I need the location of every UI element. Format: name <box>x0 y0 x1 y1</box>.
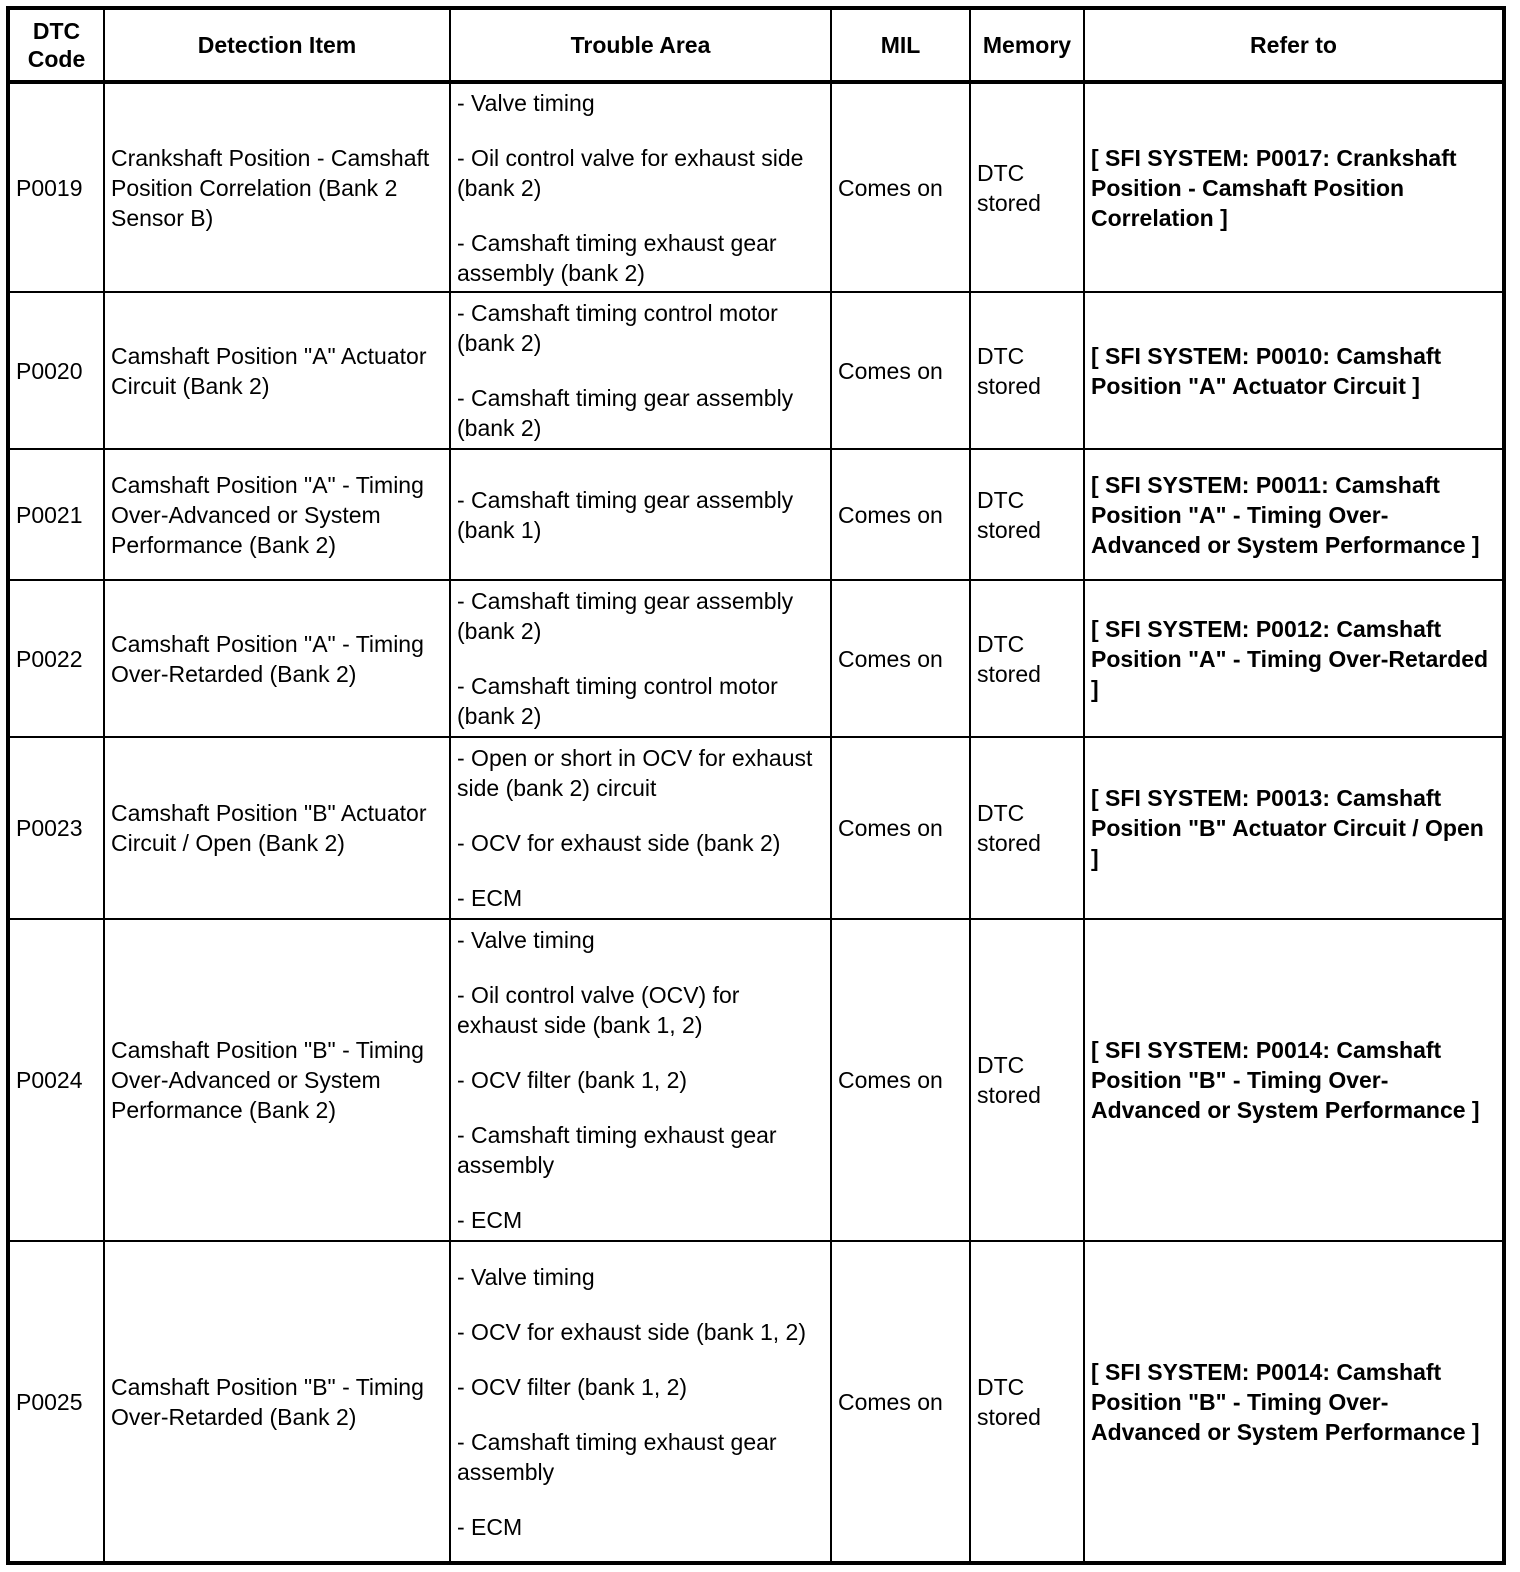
table-row <box>8 1241 1504 1563</box>
memory-cell: DTC stored <box>970 449 1084 580</box>
dtc-code-cell: P0019 <box>8 82 104 292</box>
detection-item-cell: Camshaft Position "A" Actuator Circuit (Bank 2) <box>104 292 450 449</box>
memory-cell: DTC stored <box>970 919 1084 1241</box>
detection-item-cell: Camshaft Position "A" - Timing Over-Retarded (Bank 2) <box>104 580 450 737</box>
trouble-area-cell <box>450 919 831 1241</box>
trouble-area-item: - Valve timing <box>457 927 595 953</box>
detection-item-cell: Camshaft Position "B" - Timing Over-Retarded (Bank 2) <box>104 1241 450 1563</box>
trouble-area-cell <box>450 1241 831 1563</box>
mil-cell: Comes on <box>831 449 970 580</box>
detection-item-cell: Camshaft Position "A" - Timing Over-Advanced or System Performance (Bank 2) <box>104 449 450 580</box>
refer-to-cell: [ SFI SYSTEM: P0014: Camshaft Position "B" - Timing Over-Advanced or System Performance ] <box>1084 919 1504 1241</box>
refer-to-cell: [ SFI SYSTEM: P0010: Camshaft Position "A" Actuator Circuit ] <box>1084 292 1504 449</box>
header-trouble-area: Trouble Area <box>450 8 831 82</box>
header-dtc-code: DTC Code <box>8 8 104 82</box>
table-row <box>8 449 1504 580</box>
mil-cell: Comes on <box>831 580 970 737</box>
trouble-area-item: - Camshaft timing exhaust gear assembly (bank 2) <box>457 229 777 286</box>
dtc-table <box>6 6 1506 1565</box>
trouble-area-item: - OCV filter (bank 1, 2) <box>457 1067 688 1093</box>
trouble-area-item: - Oil control valve (OCV) for exhaust side (bank 1, 2) <box>457 982 740 1038</box>
trouble-area-item: - ECM <box>457 1207 523 1233</box>
mil-cell: Comes on <box>831 82 970 292</box>
detection-item-cell: Camshaft Position "B" Actuator Circuit / Open (Bank 2) <box>104 737 450 919</box>
refer-to-cell: [ SFI SYSTEM: P0013: Camshaft Position "B" Actuator Circuit / Open ] <box>1084 737 1504 919</box>
dtc-code-cell: P0021 <box>8 449 104 580</box>
trouble-area-item: - Camshaft timing gear assembly (bank 2) <box>457 385 794 441</box>
refer-to-cell: [ SFI SYSTEM: P0012: Camshaft Position "A" - Timing Over-Retarded ] <box>1084 580 1504 737</box>
table-row <box>8 82 1504 292</box>
trouble-area-cell <box>450 737 831 919</box>
trouble-area-item: - OCV for exhaust side (bank 2) <box>457 830 781 856</box>
memory-cell: DTC stored <box>970 580 1084 737</box>
mil-cell: Comes on <box>831 737 970 919</box>
trouble-area-cell <box>450 82 831 292</box>
trouble-area-item: - Valve timing <box>457 89 595 116</box>
trouble-area-item: - Camshaft timing exhaust gear assembly <box>457 1122 777 1178</box>
detection-item-cell: Crankshaft Position - Camshaft Position Correlation (Bank 2 Sensor B) <box>104 82 450 292</box>
refer-to-cell: [ SFI SYSTEM: P0014: Camshaft Position "B" - Timing Over-Advanced or System Performance ] <box>1084 1241 1504 1563</box>
memory-cell: DTC stored <box>970 737 1084 919</box>
dtc-code-cell: P0024 <box>8 919 104 1241</box>
memory-cell: DTC stored <box>970 292 1084 449</box>
memory-cell: DTC stored <box>970 82 1084 292</box>
table-row <box>8 737 1504 919</box>
header-detection-item: Detection Item <box>104 8 450 82</box>
trouble-area-cell <box>450 292 831 449</box>
memory-cell: DTC stored <box>970 1241 1084 1563</box>
header-row <box>8 8 1504 82</box>
table-body <box>8 82 1504 1563</box>
mil-cell: Comes on <box>831 1241 970 1563</box>
dtc-code-cell: P0025 <box>8 1241 104 1563</box>
trouble-area-item: - ECM <box>457 885 523 911</box>
trouble-area-item: - Camshaft timing exhaust gear assembly <box>457 1428 777 1485</box>
trouble-area-item: - Oil control valve for exhaust side (bank 2) <box>457 144 804 201</box>
trouble-area-item: - Camshaft timing gear assembly (bank 2) <box>457 588 794 644</box>
detection-item-cell: Camshaft Position "B" - Timing Over-Advanced or System Performance (Bank 2) <box>104 919 450 1241</box>
trouble-area-item: - Open or short in OCV for exhaust side (bank 2) circuit <box>457 745 813 801</box>
table-row <box>8 580 1504 737</box>
trouble-area-item: - ECM <box>457 1513 523 1540</box>
trouble-area-item: - Camshaft timing control motor (bank 2) <box>457 300 778 356</box>
dtc-code-cell: P0020 <box>8 292 104 449</box>
dtc-code-cell: P0023 <box>8 737 104 919</box>
trouble-area-cell <box>450 449 831 580</box>
trouble-area-item: - Valve timing <box>457 1263 595 1290</box>
mil-cell: Comes on <box>831 292 970 449</box>
dtc-code-cell: P0022 <box>8 580 104 737</box>
trouble-area-item: - OCV for exhaust side (bank 1, 2) <box>457 1318 806 1345</box>
table-row <box>8 919 1504 1241</box>
mil-cell: Comes on <box>831 919 970 1241</box>
refer-to-cell: [ SFI SYSTEM: P0011: Camshaft Position "A" - Timing Over-Advanced or System Performance ] <box>1084 449 1504 580</box>
trouble-area-item: - OCV filter (bank 1, 2) <box>457 1373 688 1400</box>
table-header <box>8 8 1504 82</box>
table-row <box>8 292 1504 449</box>
header-mil: MIL <box>831 8 970 82</box>
trouble-area-item: - Camshaft timing control motor (bank 2) <box>457 673 778 729</box>
header-refer-to: Refer to <box>1084 8 1504 82</box>
header-memory: Memory <box>970 8 1084 82</box>
trouble-area-item: - Camshaft timing gear assembly (bank 1) <box>457 486 794 543</box>
trouble-area-cell <box>450 580 831 737</box>
refer-to-cell: [ SFI SYSTEM: P0017: Crankshaft Position - Camshaft Position Correlation ] <box>1084 82 1504 292</box>
